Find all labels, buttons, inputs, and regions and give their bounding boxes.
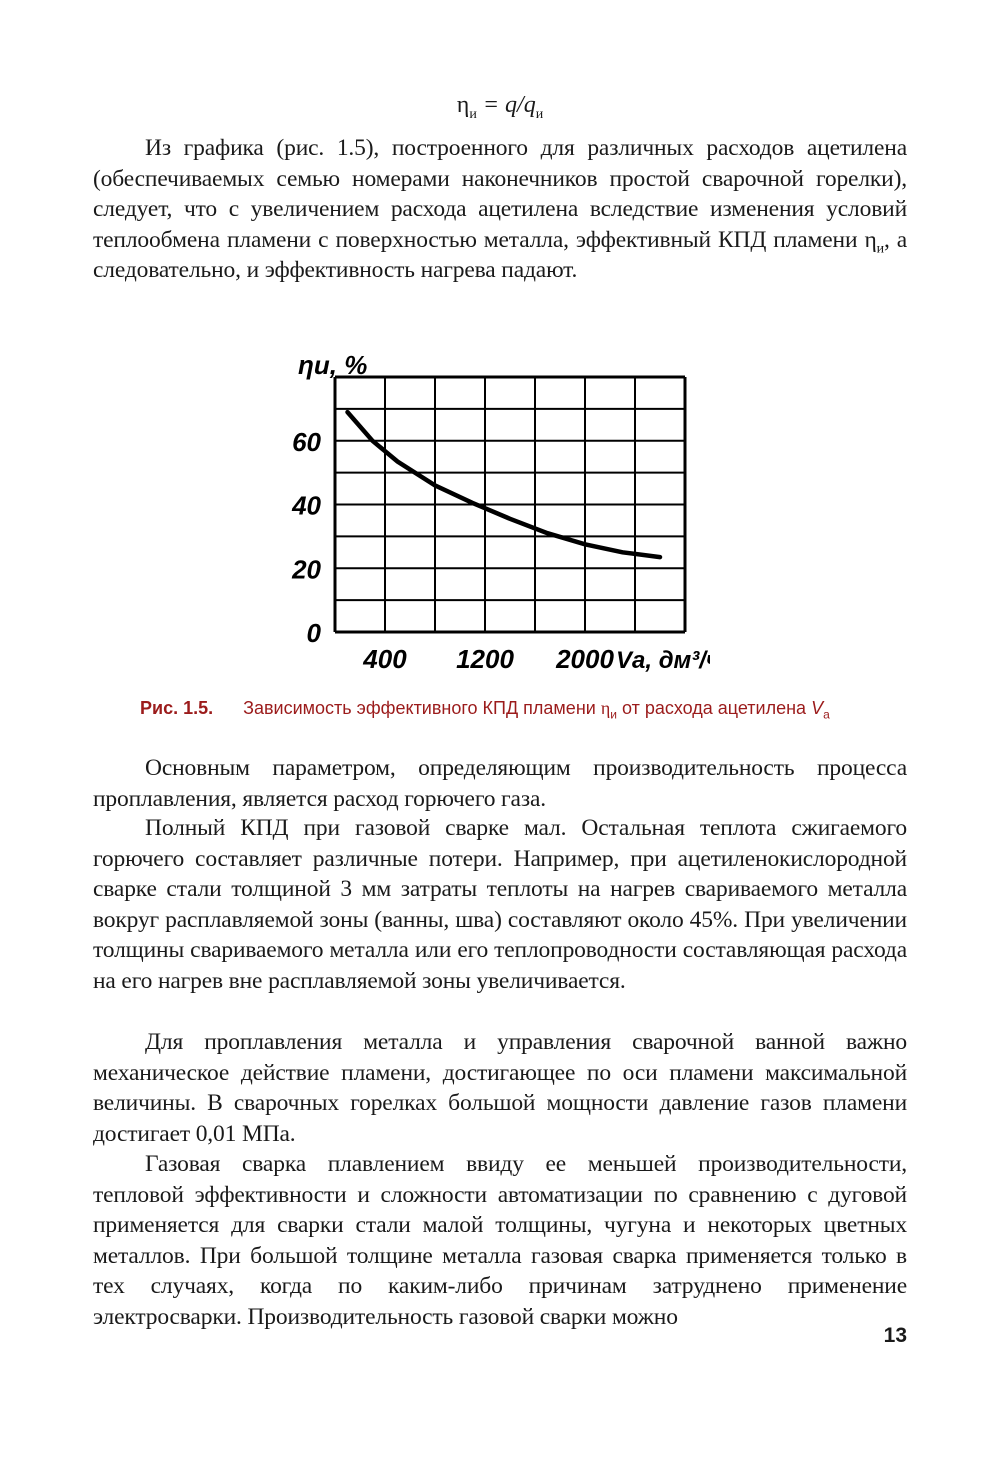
caption-eta-sub: и — [610, 707, 617, 722]
figure-caption — [140, 698, 900, 722]
formula-lhs-sub: и — [469, 106, 477, 122]
caption-text: Зависимость эффективного КПД пламени — [243, 698, 601, 718]
efficiency-chart — [290, 340, 710, 680]
y-tick-labels — [291, 427, 321, 648]
series-line-efficiency — [348, 412, 661, 557]
caption-label: Рис. 1.5. — [140, 698, 214, 718]
x-tick-label: 400 — [363, 644, 407, 674]
chart-grid — [335, 377, 685, 632]
caption-var-sub: а — [823, 707, 830, 722]
page-number: 13 — [883, 1324, 907, 1347]
x-tick-label: 1200 — [456, 644, 514, 674]
caption-eta: η — [600, 698, 611, 718]
y-axis-label: ηи, % — [298, 350, 368, 380]
paragraph-1-tail: , а следовательно, и эффективность нагрева падают. — [93, 226, 908, 284]
y-tick-label: 20 — [292, 554, 321, 585]
paragraph-4: Для проплавления металла и управления сварочной ванной важно механическое действие пламени, достигающее по оси пламени максимальной величины. В сварочных горелках большой мощности давление газов пламени достигает 0,01 МПа. — [93, 1029, 907, 1147]
x-tick-labels — [362, 644, 614, 674]
y-tick-label: 60 — [292, 426, 321, 457]
paragraph-3: Полный КПД при газовой сварке мал. Остальная теплота сжигаемого горючего составляет различные потери. Например, при ацетиленокислородной сварке стали толщиной 3 мм затраты теплоты на нагрев свариваемого металла вокруг расплавляемой зоны (ванны, шва) составляют около 45%. При увеличении толщины свариваемого металла или его теплопроводности составляющая расхода на его нагрев вне расплавляемой зоны увеличивается. — [93, 815, 907, 994]
paragraph-1 — [93, 133, 907, 286]
formula — [0, 92, 1000, 123]
paragraph-5: Газовая сварка плавлением ввиду ее меньшей производительности, тепловой эффективности и сложности автоматизации по сравнению с дуговой применяется для сварки стали малой толщины, чугуна и некоторых цветных металлов. При большой толщине металла газовая сварка применяется только в тех случаях, когда по каким-либо причинам затруднено применение электросварки. Производительность газовой сварки можно — [93, 1151, 907, 1330]
y-tick-label: 40 — [292, 490, 321, 521]
paragraph-1-sub: и — [876, 241, 884, 257]
figure-1-5 — [290, 340, 710, 680]
caption-var: V — [811, 698, 824, 718]
caption-text-mid: от расхода ацетилена — [616, 698, 812, 718]
formula-eta: η — [456, 92, 470, 118]
formula-rhs: = q/q — [476, 92, 536, 118]
x-tick-label: 2000 — [556, 644, 614, 674]
paragraph-2: Основным параметром, определяющим производительность процесса проплавления, является расход горючего газа. — [93, 755, 907, 812]
y-tick-label: 0 — [306, 618, 321, 648]
x-axis-label: Vа, дм³/ч — [616, 647, 710, 674]
paragraph-1-text: Из графика (рис. 1.5), построенного для различных расходов ацетилена (обеспечиваемых семью номерами наконечников простой сварочной горелки), следует, что с увеличением расхода ацетилена вследствие изменения условий теплообмена пламени с поверхностью металла, эффективный КПД пламени η — [93, 135, 907, 253]
formula-rhs-sub: и — [535, 106, 544, 122]
